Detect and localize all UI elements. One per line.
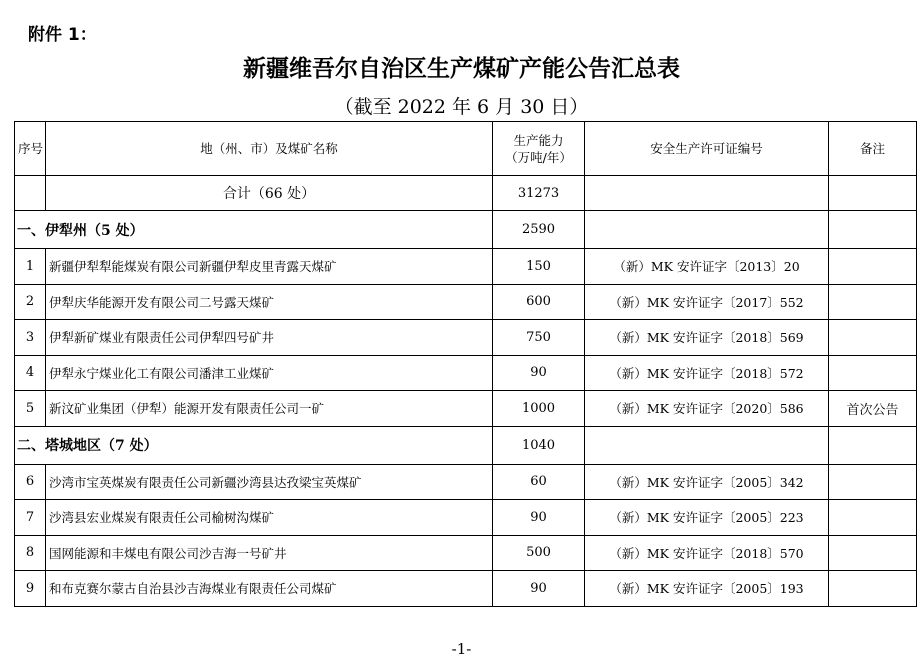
- row-license: （新）MK 安许证字〔2005〕342: [585, 464, 829, 500]
- row-capacity: 60: [493, 464, 585, 500]
- row-seq: 1: [15, 249, 46, 285]
- total-label: 合计（66 处）: [46, 176, 493, 211]
- row-mine-name: 沙湾市宝英煤炭有限责任公司新疆沙湾县达孜梁宝英煤矿: [46, 464, 493, 500]
- row-seq: 6: [15, 464, 46, 500]
- row-license: （新）MK 安许证字〔2005〕223: [585, 500, 829, 536]
- table-row: [15, 320, 917, 356]
- total-seq-cell: [15, 176, 46, 211]
- row-capacity: 1000: [493, 391, 585, 427]
- table-row: [15, 571, 917, 607]
- total-note-cell: [829, 176, 917, 211]
- header-capacity-line1: 生产能力: [513, 132, 564, 148]
- row-capacity: 600: [493, 284, 585, 320]
- row-note: [829, 571, 917, 607]
- header-note: 备注: [829, 122, 917, 176]
- group-capacity: 1040: [493, 426, 585, 464]
- group-capacity: 2590: [493, 211, 585, 249]
- row-mine-name: 新汶矿业集团（伊犁）能源开发有限责任公司一矿: [46, 391, 493, 427]
- header-capacity-line2: （万吨/年）: [505, 149, 572, 165]
- group-note-cell: [829, 426, 917, 464]
- group-label: 一、伊犁州（5 处）: [15, 211, 493, 249]
- row-note: [829, 249, 917, 285]
- row-mine-name: 伊犁永宁煤业化工有限公司潘津工业煤矿: [46, 355, 493, 391]
- row-note: [829, 500, 917, 536]
- row-capacity: 750: [493, 320, 585, 356]
- header-name: 地（州、市）及煤矿名称: [46, 122, 493, 176]
- row-license: （新）MK 安许证字〔2018〕572: [585, 355, 829, 391]
- group-note-cell: [829, 211, 917, 249]
- row-seq: 8: [15, 535, 46, 571]
- table-row: [15, 500, 917, 536]
- row-note: [829, 320, 917, 356]
- group-label: 二、塔城地区（7 处）: [15, 426, 493, 464]
- table-header-row: [15, 122, 917, 176]
- row-mine-name: 新疆伊犁犁能煤炭有限公司新疆伊犁皮里青露天煤矿: [46, 249, 493, 285]
- total-row: [15, 176, 917, 211]
- attachment-label: 附件 1：: [28, 25, 97, 45]
- header-license: 安全生产许可证编号: [585, 122, 829, 176]
- row-license: （新）MK 安许证字〔2020〕586: [585, 391, 829, 427]
- header-seq: 序号: [15, 122, 46, 176]
- row-seq: 3: [15, 320, 46, 356]
- row-license: （新）MK 安许证字〔2017〕552: [585, 284, 829, 320]
- total-license-cell: [585, 176, 829, 211]
- row-mine-name: 国网能源和丰煤电有限公司沙吉海一号矿井: [46, 535, 493, 571]
- row-license: （新）MK 安许证字〔2018〕570: [585, 535, 829, 571]
- row-license: （新）MK 安许证字〔2018〕569: [585, 320, 829, 356]
- table-row: [15, 391, 917, 427]
- table-row: [15, 535, 917, 571]
- table-row: [15, 249, 917, 285]
- row-seq: 5: [15, 391, 46, 427]
- document-subtitle: （截至 2022 年 6 月 30 日）: [334, 96, 589, 118]
- table-row: [15, 355, 917, 391]
- row-note: [829, 284, 917, 320]
- row-capacity: 150: [493, 249, 585, 285]
- document-title: 新疆维吾尔自治区生产煤矿产能公告汇总表: [243, 55, 680, 82]
- row-note: [829, 355, 917, 391]
- row-mine-name: 沙湾县宏业煤炭有限责任公司榆树沟煤矿: [46, 500, 493, 536]
- row-mine-name: 伊犁新矿煤业有限责任公司伊犁四号矿井: [46, 320, 493, 356]
- group-row: [15, 426, 917, 464]
- total-capacity: 31273: [493, 176, 585, 211]
- group-license-cell: [585, 211, 829, 249]
- row-note: [829, 464, 917, 500]
- row-capacity: 500: [493, 535, 585, 571]
- row-license: （新）MK 安许证字〔2005〕193: [585, 571, 829, 607]
- row-seq: 2: [15, 284, 46, 320]
- row-seq: 4: [15, 355, 46, 391]
- row-note: [829, 535, 917, 571]
- group-license-cell: [585, 426, 829, 464]
- coal-mine-capacity-table: [14, 121, 917, 607]
- page-number: -1-: [451, 640, 472, 658]
- table-row: [15, 464, 917, 500]
- header-capacity: [493, 122, 585, 176]
- row-capacity: 90: [493, 571, 585, 607]
- row-license: （新）MK 安许证字〔2013〕20: [585, 249, 829, 285]
- row-mine-name: 和布克赛尔蒙古自治县沙吉海煤业有限责任公司煤矿: [46, 571, 493, 607]
- row-capacity: 90: [493, 500, 585, 536]
- row-note: 首次公告: [829, 391, 917, 427]
- row-capacity: 90: [493, 355, 585, 391]
- group-row: [15, 211, 917, 249]
- row-seq: 9: [15, 571, 46, 607]
- row-mine-name: 伊犁庆华能源开发有限公司二号露天煤矿: [46, 284, 493, 320]
- row-seq: 7: [15, 500, 46, 536]
- table-row: [15, 284, 917, 320]
